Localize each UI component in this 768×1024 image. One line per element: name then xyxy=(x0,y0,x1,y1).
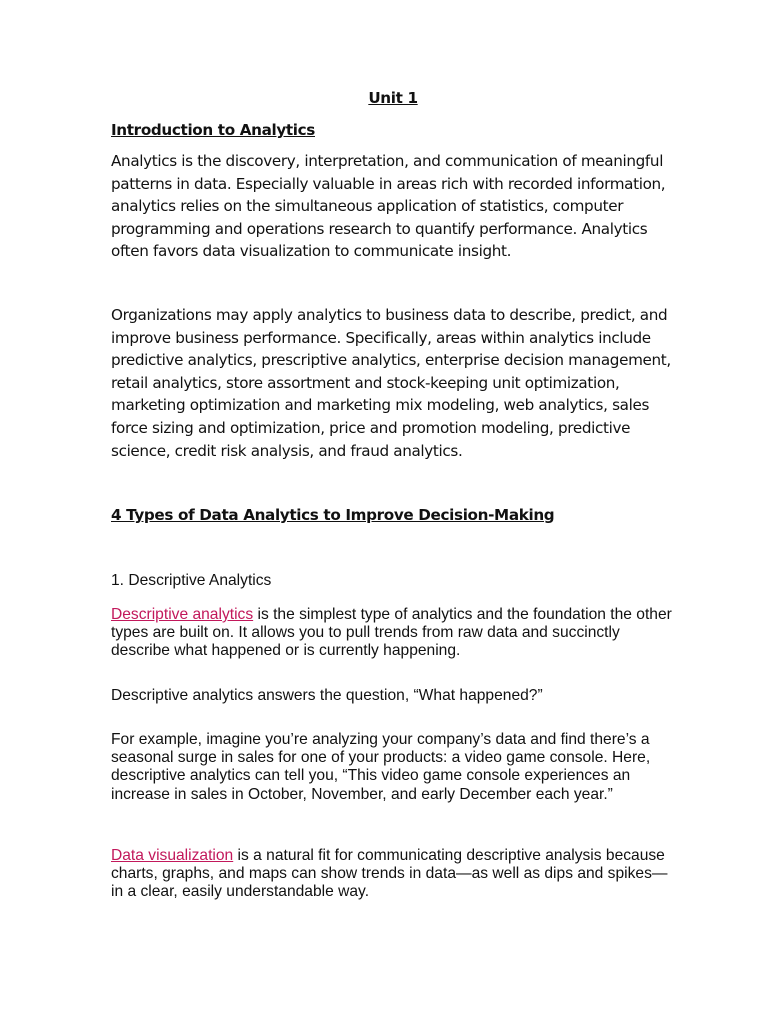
unit-title: Unit 1 xyxy=(368,89,418,107)
descriptive-paragraph-1 xyxy=(111,606,677,661)
descriptive-analytics-link[interactable]: Descriptive analytics xyxy=(111,606,254,623)
descriptive-paragraph-4-text: is a natural fit for communicating descriptive analysis because charts, graphs, and maps can show trends in data—as well as dips and spikes—in a clear, easily understandable way. xyxy=(111,847,668,901)
organizations-paragraph: Organizations may apply analytics to business data to describe, predict, and improve business performance. Specifically, areas within analytics include predictive analytics, prescriptive analytics, enterprise decision management, retail analytics, store assortment and stock-keeping unit optimization, marketing optimization and marketing mix modeling, web analytics, sales force sizing and optimization, price and promotion modeling, predictive science, credit risk analysis, and fraud analytics. xyxy=(111,306,671,460)
descriptive-paragraph-2: Descriptive analytics answers the question, “What happened?” xyxy=(111,687,543,704)
descriptive-paragraph-1-text: is the simplest type of analytics and the foundation the other types are built on. It allows you to pull trends from raw data and succinctly describe what happened or is currently happening. xyxy=(111,606,672,660)
descriptive-paragraph-4 xyxy=(111,847,677,902)
types-heading: 4 Types of Data Analytics to Improve Decision-Making xyxy=(111,506,555,524)
descriptive-paragraph-3: For example, imagine you’re analyzing your company’s data and find there’s a seasonal surge in sales for one of your products: a video game console. Here, descriptive analytics can tell you, “This video game console experiences an increase in sales in October, November, and early December each year.” xyxy=(111,731,651,803)
intro-paragraph: Analytics is the discovery, interpretation, and communication of meaningful patterns in data. Especially valuable in areas rich with recorded information, analytics relies on the simultaneous application of statistics, computer programming and operations research to quantify performance. Analytics often favors data visualization to communicate insight. xyxy=(111,152,666,261)
intro-heading: Introduction to Analytics xyxy=(111,121,315,139)
data-visualization-link[interactable]: Data visualization xyxy=(111,847,234,864)
descriptive-analytics-heading: 1. Descriptive Analytics xyxy=(111,572,272,589)
